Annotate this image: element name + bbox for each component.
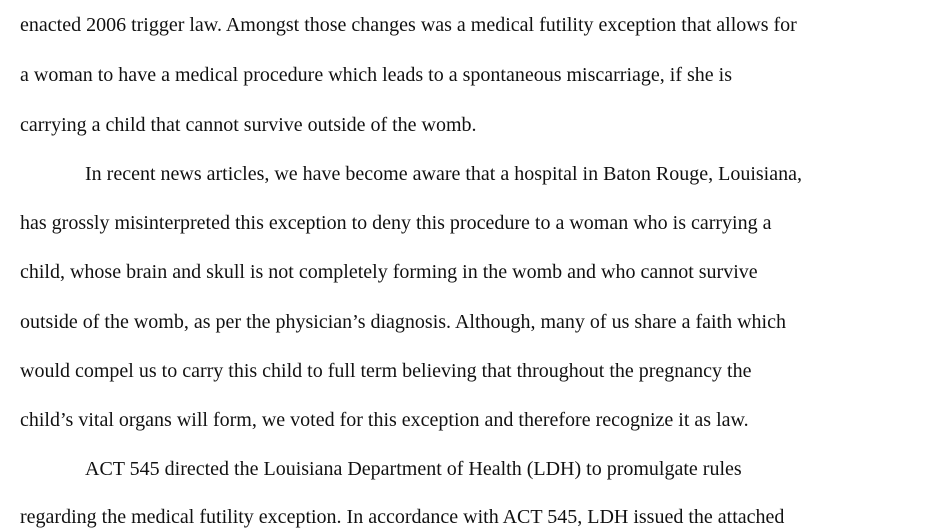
text-line: regarding the medical futility exception. In accordance with ACT 545, LDH issued the attached — [20, 506, 785, 528]
text-line: carrying a child that cannot survive outside of the womb. — [20, 114, 477, 136]
paragraph-start-line: ACT 545 directed the Louisiana Department of Health (LDH) to promulgate rules — [85, 458, 742, 480]
text-line: outside of the womb, as per the physician’s diagnosis. Although, many of us share a faith which — [20, 311, 786, 333]
paragraph-start-line: In recent news articles, we have become aware that a hospital in Baton Rouge, Louisiana, — [85, 163, 802, 185]
text-line: would compel us to carry this child to full term believing that throughout the pregnancy the — [20, 360, 752, 382]
text-line: enacted 2006 trigger law. Amongst those changes was a medical futility exception that allows for — [20, 14, 797, 36]
document-page — [20, 0, 940, 528]
text-line: a woman to have a medical procedure which leads to a spontaneous miscarriage, if she is — [20, 64, 732, 86]
text-line: child, whose brain and skull is not completely forming in the womb and who cannot survive — [20, 261, 758, 283]
text-line: has grossly misinterpreted this exception to deny this procedure to a woman who is carrying a — [20, 212, 772, 234]
text-line: child’s vital organs will form, we voted for this exception and therefore recognize it as law. — [20, 409, 749, 431]
